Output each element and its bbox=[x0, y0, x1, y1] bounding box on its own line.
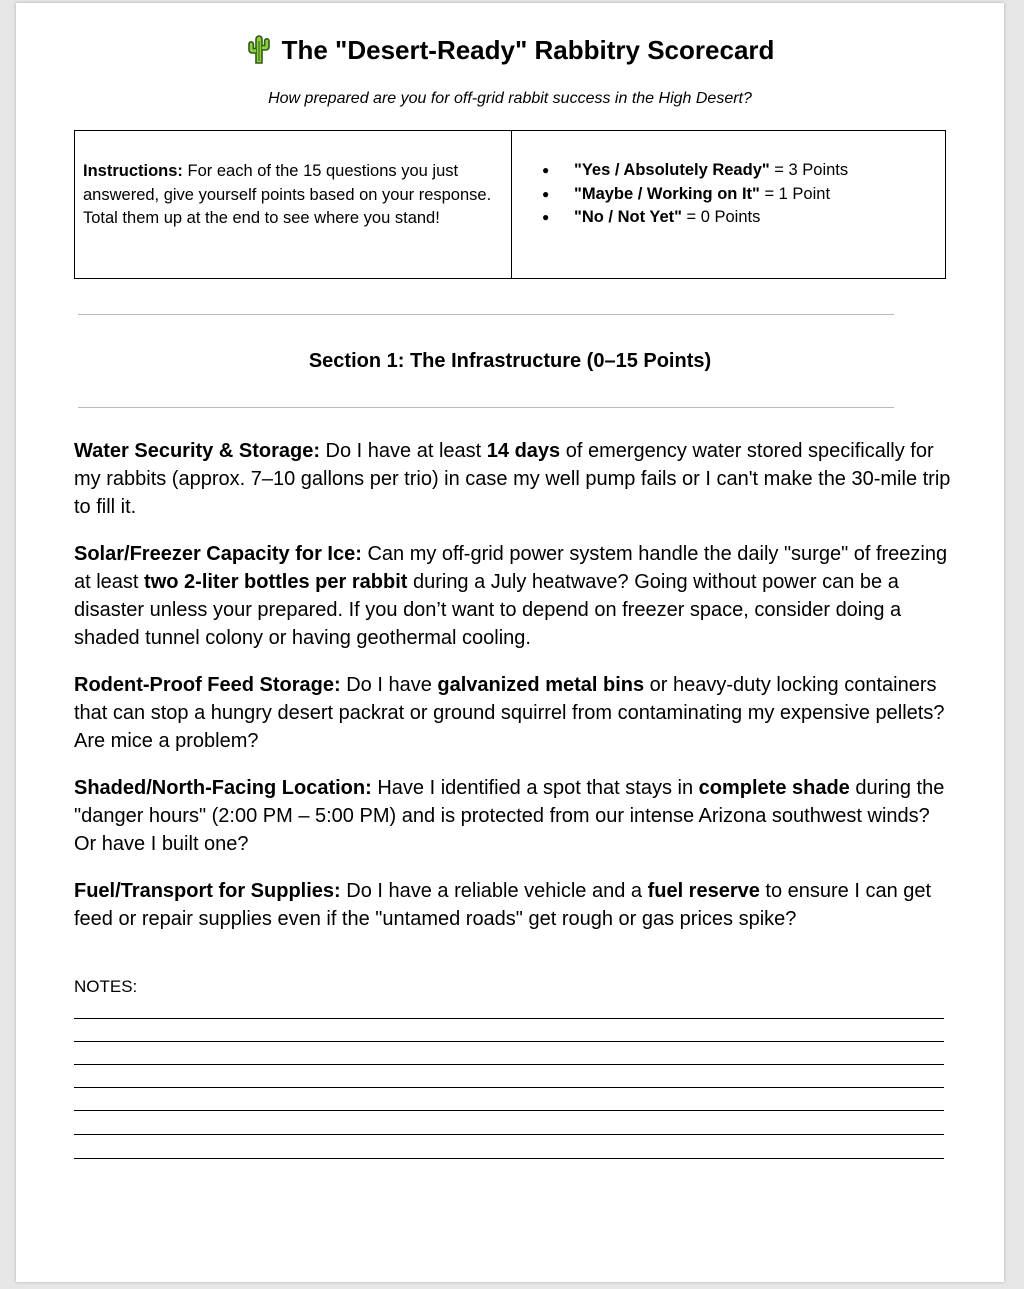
notes-line bbox=[74, 1018, 944, 1019]
scoring-item: ● "No / Not Yet" = 0 Points bbox=[542, 206, 945, 230]
notes-line bbox=[74, 1158, 944, 1159]
subtitle: How prepared are you for off-grid rabbit success in the High Desert? bbox=[268, 90, 752, 107]
document-page bbox=[16, 3, 1004, 1282]
instructions-cell bbox=[75, 131, 512, 278]
page-title bbox=[16, 33, 1004, 67]
title-text: The "Desert-Ready" Rabbitry Scorecard bbox=[281, 35, 775, 65]
scoring-list bbox=[542, 159, 945, 230]
question-item: Shaded/North-Facing Location: Have I identified a spot that stays in complete shade during the "danger hours" (2:00 PM – 5:00 PM) and is protected from our intense Arizona southwest winds? Or have I built one? bbox=[74, 777, 945, 855]
question-list bbox=[74, 437, 954, 952]
scoring-item: ● "Yes / Absolutely Ready" = 3 Points bbox=[542, 159, 945, 183]
notes-label: NOTES: bbox=[74, 977, 138, 996]
scoring-item: ● "Maybe / Working on It" = 1 Point bbox=[542, 183, 945, 207]
instructions-text: For each of the 15 questions you just answered, give yourself points based on your response. Total them up at the end to see where you stand! bbox=[83, 162, 492, 227]
question-item: Water Security & Storage: Do I have at least 14 days of emergency water stored specifically for my rabbits (approx. 7–10 gallons per trio) in case my well pump fails or I can't make the 30-mile trip to fill it. bbox=[74, 440, 951, 518]
notes-line bbox=[74, 1134, 944, 1135]
question-item: Fuel/Transport for Supplies: Do I have a reliable vehicle and a fuel reserve to ensure I can get feed or repair supplies even if the "untamed roads" get rough or gas prices spike? bbox=[74, 880, 932, 930]
notes-line bbox=[74, 1064, 944, 1065]
horizontal-rule bbox=[78, 314, 894, 315]
question-item: Rodent-Proof Feed Storage: Do I have galvanized metal bins or heavy-duty locking containers that can stop a hungry desert packrat or ground squirrel from contaminating my expensive pellets? Are mice a problem? bbox=[74, 674, 945, 752]
instructions-label: Instructions: bbox=[83, 162, 183, 180]
question-item: Solar/Freezer Capacity for Ice: Can my off-grid power system handle the daily "surge" of freezing at least two 2-liter bottles per rabbit during a July heatwave? Going without power can be a disaster unless your prepared. If you don’t want to depend on freezer space, consider doing a shaded tunnel colony or having geothermal cooling. bbox=[74, 543, 948, 649]
notes-line bbox=[74, 1110, 944, 1111]
section-heading: Section 1: The Infrastructure (0–15 Points) bbox=[308, 350, 712, 372]
notes-line bbox=[74, 1087, 944, 1088]
instructions-table bbox=[74, 130, 946, 279]
notes-line bbox=[74, 1041, 944, 1042]
horizontal-rule bbox=[78, 407, 894, 408]
cactus-icon bbox=[246, 33, 272, 65]
scoring-cell bbox=[512, 131, 945, 278]
